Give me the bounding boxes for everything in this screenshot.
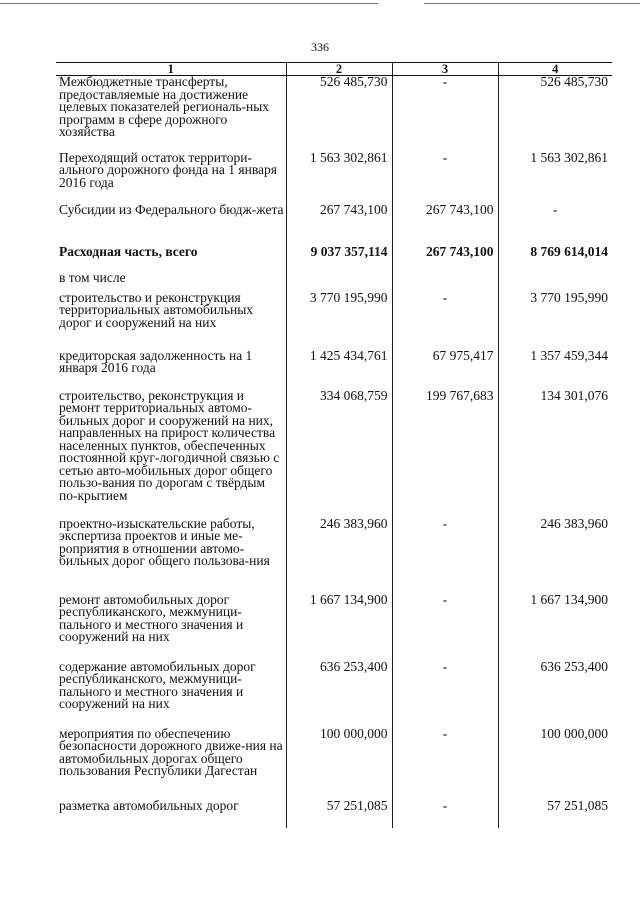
row-value-col2: 246 383,960	[286, 518, 392, 594]
row-value-col4: -	[553, 201, 558, 217]
row-value-col4: 526 485,730	[540, 74, 608, 89]
row-value-col4: 1 667 134,900	[530, 591, 608, 607]
row-value-col3: -	[392, 152, 498, 204]
row-value-col3: 67 975,417	[392, 350, 498, 390]
row-value-col3: -	[392, 594, 498, 661]
row-value-col4: 1 563 302,861	[530, 149, 608, 165]
row-label: Переходящий остаток территори-ального дорожного фонда на 1 января 2016 года	[56, 152, 286, 204]
row-value-col3: -	[392, 728, 498, 800]
row-label: Межбюджетные трансферты, предоставляемые на достижение целевых показателей региональ-ных программ в сфере дорожного хозяйства	[56, 76, 286, 152]
column-header-3: 3	[392, 63, 498, 76]
row-label: ремонт автомобильных дорог республиканского, межмуници-пального и местного значения и сооружений на них	[56, 594, 286, 661]
row-value-col2: 1 425 434,761	[286, 350, 392, 390]
row-value-col4: 57 251,085	[547, 797, 608, 813]
row-label: разметка автомобильных дорог	[56, 800, 286, 828]
row-value-col4: 3 770 195,990	[530, 289, 608, 305]
row-label: содержание автомобильных дорог республиканского, межмуници-пального и местного значения и сооружений на них	[56, 661, 286, 728]
table-body	[56, 76, 612, 828]
page-number: 336	[311, 40, 329, 54]
column-header-4: 4	[498, 63, 612, 76]
row-value-col4	[498, 272, 612, 292]
row-value-col3: -	[392, 661, 498, 728]
table-row	[56, 292, 612, 350]
row-value-col2: 526 485,730	[286, 76, 392, 152]
budget-table	[56, 62, 612, 828]
table-row	[56, 204, 612, 246]
budget-table-wrapper	[56, 62, 612, 828]
row-label: Расходная часть, всего	[56, 246, 286, 272]
row-value-col3: 267 743,100	[392, 246, 498, 272]
row-value-col4: 8 769 614,014	[530, 243, 608, 259]
table-row	[56, 272, 612, 292]
table-row	[56, 518, 612, 594]
row-label: кредиторская задолженность на 1 января 2016 года	[56, 350, 286, 390]
table-row	[56, 350, 612, 390]
row-value-col2: 1 563 302,861	[286, 152, 392, 204]
row-value-col2: 267 743,100	[286, 204, 392, 246]
table-row	[56, 728, 612, 800]
row-label: строительство, реконструкция и ремонт территориальных автомо-бильных дорог и сооружений на них, направленных на прирост количества населенных пунктов, обеспеченных постоянной круг-логодичной связью с сетью авто-мобильных дорог общего пользо-вания по дорогам с твёрдым по-крытием	[56, 390, 286, 518]
row-value-col2: 3 770 195,990	[286, 292, 392, 350]
row-value-col3: -	[392, 800, 498, 828]
table-row	[56, 246, 612, 272]
row-value-col2: 1 667 134,900	[286, 594, 392, 661]
row-value-col3	[392, 272, 498, 292]
row-label: проектно-изыскательские работы, экспертиза проектов и иные ме-роприятия в отношении автомо-бильных дорог общего пользова-ния	[56, 518, 286, 594]
table-row	[56, 152, 612, 204]
row-label: Субсидии из Федерального бюдж-жета	[56, 204, 286, 246]
row-label: строительство и реконструкция территориальных автомобильных дорог и сооружений на них	[56, 292, 286, 350]
row-value-col3: -	[392, 518, 498, 594]
row-value-col4: 246 383,960	[540, 515, 608, 531]
table-row	[56, 800, 612, 828]
top-rule	[0, 3, 640, 4]
row-value-col3: -	[392, 76, 498, 152]
row-value-col3: -	[392, 292, 498, 350]
row-value-col4: 636 253,400	[540, 658, 608, 674]
row-value-col2: 57 251,085	[286, 800, 392, 828]
table-row	[56, 594, 612, 661]
row-value-col2: 9 037 357,114	[286, 246, 392, 272]
column-header-1: 1	[56, 63, 286, 76]
table-row	[56, 390, 612, 518]
row-value-col4: 100 000,000	[540, 725, 608, 741]
table-row	[56, 76, 612, 152]
row-value-col2	[286, 272, 392, 292]
row-value-col2: 100 000,000	[286, 728, 392, 800]
row-value-col3: 267 743,100	[392, 204, 498, 246]
row-value-col2: 334 068,759	[286, 390, 392, 518]
row-label: в том числе	[56, 272, 286, 292]
row-label: мероприятия по обеспечению безопасности дорожного движе-ния на автомобильных дорогах общего пользования Республики Дагестан	[56, 728, 286, 800]
column-header-2: 2	[286, 63, 392, 76]
row-value-col2: 636 253,400	[286, 661, 392, 728]
row-value-col4: 1 357 459,344	[530, 347, 608, 363]
row-value-col3: 199 767,683	[392, 390, 498, 518]
row-value-col4: 134 301,076	[540, 387, 608, 403]
table-row	[56, 661, 612, 728]
top-rule-gap	[378, 2, 424, 5]
